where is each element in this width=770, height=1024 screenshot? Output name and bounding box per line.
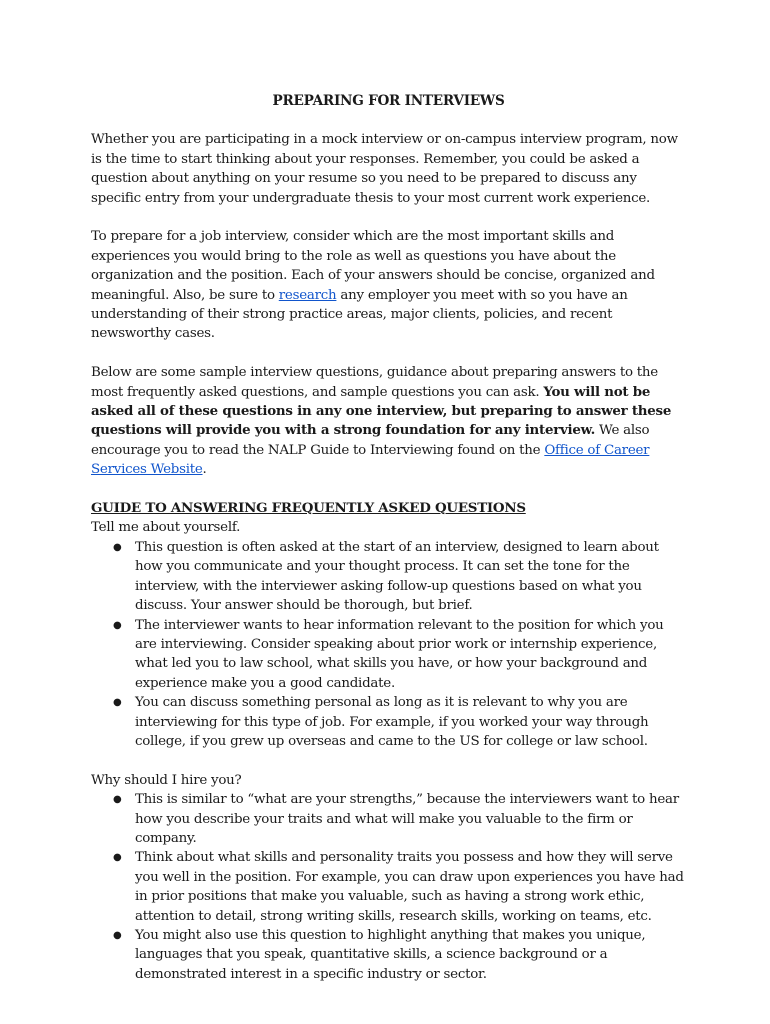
list-item (113, 926, 686, 984)
list-item (113, 790, 686, 848)
list-item-text: You can discuss something personal as long as it is relevant to why you are interviewing for this type of job. For example, if you worked your way through college, if you grew up overseas and came to the US for college or law school. (135, 695, 649, 749)
list-item-text: You might also use this question to highlight anything that makes you unique, languages that you speak, quantitative skills, a science background or a demonstrated interest in a specific industry or sector. (135, 928, 646, 982)
bullet-icon: ● (113, 697, 122, 709)
sample-bold-text: You will not be asked all of these questions in any one interview, but preparing to answer these questions will provide you with a strong foundation for any interview. (91, 383, 672, 439)
list-item (113, 693, 686, 751)
list-item-text: This is similar to “what are your strengths,” because the interviewers want to hear how you describe your traits and what will make you valuable to the firm or company. (135, 792, 679, 846)
question-1-bullets (91, 538, 686, 751)
career-services-link[interactable]: Office of Career Services Website (91, 442, 650, 478)
page-title: PREPARING FOR INTERVIEWS (272, 93, 505, 109)
bullet-icon: ● (113, 852, 122, 864)
guide-heading: GUIDE TO ANSWERING FREQUENTLY ASKED QUESTIONS (91, 500, 526, 517)
list-item (113, 616, 686, 694)
question-2-bullets (91, 790, 686, 984)
question-why-should-i-hire-you: Why should I hire you? (91, 772, 242, 788)
sample-text-end: . (202, 462, 207, 478)
sample-text-start: Below are some sample interview questions, guidance about preparing answers to the most frequently asked questions, and sample questions you can ask. (91, 365, 658, 400)
list-item-text: This question is often asked at the start of an interview, designed to learn about how you communicate and your thought process. It can set the tone for the interview, with the interviewer asking follow-up questions based on what you discuss. Your answer should be thorough, but brief. (135, 539, 659, 614)
prepare-paragraph (91, 227, 686, 343)
sample-paragraph (91, 363, 686, 479)
prepare-text-before-link: To prepare for a job interview, consider which are the most important skills and experiences you would bring to the role as well as questions you have about the organization and the position. Each of your answers should be concise, organized and meaningful. Also, be sure to (91, 229, 655, 303)
prepare-text-after-link: any employer you meet with so you have an understanding of their strong practice areas, major clients, policies, and recent newsworthy cases. (91, 287, 628, 342)
list-item-text: Think about what skills and personality traits you possess and how they will serve you well in the position. For example, you can draw upon experiences you have had in prior positions that make you valuable, such as having a strong work ethic, attention to detail, strong writing skills, research skills, working on teams, etc. (135, 850, 684, 924)
list-item (113, 538, 686, 616)
bullet-icon: ● (113, 619, 122, 631)
bullet-icon: ● (113, 541, 122, 553)
bullet-icon: ● (113, 794, 122, 806)
list-item-text: The interviewer wants to hear information relevant to the position for which you are interviewing. Consider speaking about prior work or internship experience, what led you to law school, what skills you have, or how your background and experience make you a good candidate. (135, 617, 664, 691)
research-link[interactable]: research (278, 287, 337, 303)
sample-text-middle: We also encourage you to read the NALP Guide to Interviewing found on the (91, 423, 650, 458)
bullet-icon: ● (113, 930, 122, 941)
list-item (113, 848, 686, 926)
question-tell-me-about-yourself: Tell me about yourself. (91, 520, 241, 536)
intro-paragraph: Whether you are participating in a mock interview or on-campus interview program, now is the time to start thinking about your responses. Remember, you could be asked a question about anything on your resume so you need to be prepared to discuss any specific entry from your undergraduate thesis to your most current work experience. (91, 132, 678, 206)
